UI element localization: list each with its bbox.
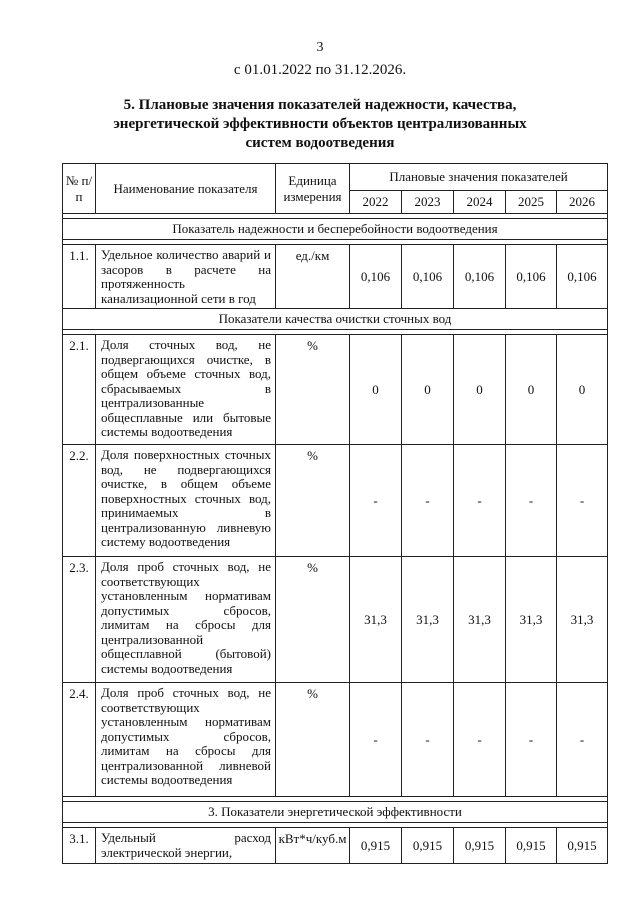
row-number: 2.1. <box>63 335 96 445</box>
header-year: 2025 <box>506 191 557 214</box>
period-line: с 01.01.2022 по 31.12.2026. <box>233 62 407 78</box>
row-value: - <box>557 683 608 797</box>
row-value: 0,106 <box>402 245 454 309</box>
row-value: - <box>454 683 506 797</box>
table-row <box>63 245 608 309</box>
row-unit: % <box>276 683 350 797</box>
row-value: 31,3 <box>350 557 402 683</box>
table-row <box>63 557 608 683</box>
row-value: 0,915 <box>454 828 506 864</box>
row-unit: % <box>276 557 350 683</box>
row-value: 0,915 <box>506 828 557 864</box>
row-value: 31,3 <box>402 557 454 683</box>
row-value: 0,915 <box>350 828 402 864</box>
header-num: № п/п <box>63 164 96 214</box>
header-name: Наименование показателя <box>96 164 276 214</box>
header-unit: Единица измерения <box>276 164 350 214</box>
row-value: 0,915 <box>557 828 608 864</box>
row-value: 0,915 <box>402 828 454 864</box>
indicators-table <box>62 163 608 864</box>
row-value: 0 <box>557 335 608 445</box>
header-year: 2023 <box>402 191 454 214</box>
row-value: - <box>506 445 557 557</box>
row-value: 0 <box>402 335 454 445</box>
row-number: 3.1. <box>63 828 96 864</box>
table-row <box>63 683 608 797</box>
header-year: 2024 <box>454 191 506 214</box>
row-value: - <box>454 445 506 557</box>
row-value: 31,3 <box>454 557 506 683</box>
row-unit: ед./км <box>276 245 350 309</box>
row-value: - <box>350 445 402 557</box>
header-year: 2022 <box>350 191 402 214</box>
row-number: 1.1. <box>63 245 96 309</box>
row-value: 0,106 <box>506 245 557 309</box>
table-row <box>63 828 608 864</box>
row-value: - <box>402 683 454 797</box>
row-value: - <box>402 445 454 557</box>
row-unit: кВт*ч/куб.м <box>276 828 350 864</box>
row-value: 0 <box>350 335 402 445</box>
row-value: 0 <box>506 335 557 445</box>
row-number: 2.2. <box>63 445 96 557</box>
row-value: 31,3 <box>506 557 557 683</box>
row-value: 31,3 <box>557 557 608 683</box>
header-year: 2026 <box>557 191 608 214</box>
row-unit: % <box>276 335 350 445</box>
table-row <box>63 445 608 557</box>
table-row <box>63 335 608 445</box>
row-value: 0 <box>454 335 506 445</box>
header-planned: Плановые значения показателей <box>350 164 608 191</box>
row-name: Удельный расход электрической энергии, <box>96 828 276 864</box>
row-value: 0,106 <box>454 245 506 309</box>
row-value: - <box>506 683 557 797</box>
row-name: Удельное количество аварий и засоров в расчете на протяженность канализационной сети в год <box>96 245 276 309</box>
row-number: 2.4. <box>63 683 96 797</box>
row-name: Доля проб сточных вод, не соответствующих установленным нормативам допустимых сбросов, лимитам на сбросы для централизованной ливневой системы водоотведения <box>96 683 276 797</box>
row-name: Доля сточных вод, не подвергающихся очистке, в общем объеме сточных вод, сбрасываемых в централизованные общесплавные или бытовые системы водоотведения <box>96 335 276 445</box>
row-value: 0,106 <box>557 245 608 309</box>
group-title-quality: Показатели качества очистки сточных вод <box>63 309 608 330</box>
row-number: 2.3. <box>63 557 96 683</box>
row-value: 0,106 <box>350 245 402 309</box>
page-number: 3 <box>316 40 324 55</box>
row-unit: % <box>276 445 350 557</box>
row-name: Доля проб сточных вод, не соответствующих установленным нормативам допустимых сбросов, лимитам на сбросы для централизованной общесплавной (бытовой) системы водоотведения <box>96 557 276 683</box>
group-title-reliability: Показатель надежности и бесперебойности водоотведения <box>63 219 608 240</box>
section-title: 5. Плановые значения показателей надежности, качества, энергетической эффективности объектов централизованных систем водоотведения <box>113 97 527 151</box>
group-title-energy: 3. Показатели энергетической эффективности <box>63 802 608 823</box>
row-value: - <box>350 683 402 797</box>
row-value: - <box>557 445 608 557</box>
row-name: Доля поверхностных сточных вод, не подвергающихся очистке, в общем объеме поверхностных сточных вод, принимаемых в централизованную ливневую систему водоотведения <box>96 445 276 557</box>
